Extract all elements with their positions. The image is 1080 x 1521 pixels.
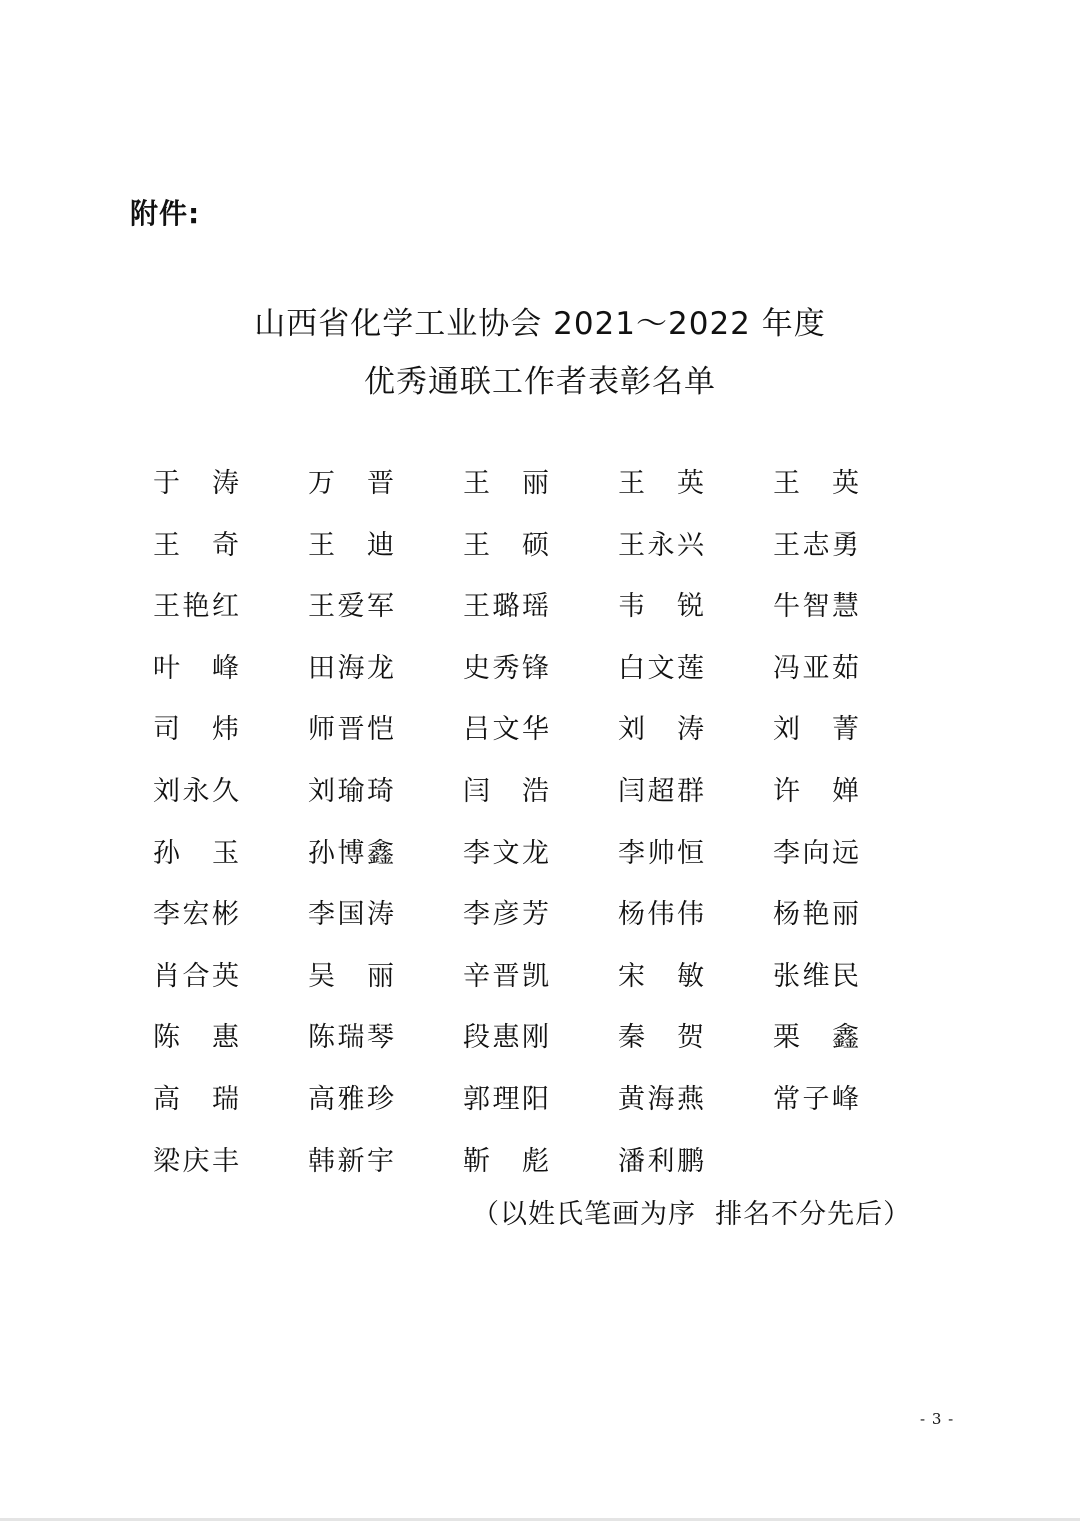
honoree-name: 李帅恒 [618, 837, 704, 869]
attachment-label: 附件: [130, 197, 201, 230]
honoree-name: 叶 峰 [153, 652, 239, 684]
honoree-name: 司 炜 [153, 714, 239, 746]
honoree-name: 黄海燕 [618, 1083, 704, 1115]
honoree-name: 闫超群 [618, 775, 704, 807]
name-row [153, 1078, 933, 1140]
honoree-name: 段惠刚 [463, 1022, 549, 1054]
honoree-name: 王 迪 [308, 529, 394, 561]
honoree-name: 王爱军 [308, 591, 394, 623]
honoree-name: 刘永久 [153, 775, 239, 807]
honoree-name: 韦 锐 [618, 591, 704, 623]
honoree-name: 潘利鹏 [618, 1145, 704, 1177]
honoree-name: 李彦芳 [463, 899, 549, 931]
ordering-note: （以姓氏笔画为序 排名不分先后） [472, 1199, 912, 1230]
honoree-name: 刘 涛 [618, 714, 704, 746]
honoree-name: 陈瑞琴 [308, 1022, 394, 1054]
honoree-name: 王艳红 [153, 591, 239, 623]
honoree-name: 于 涛 [153, 468, 239, 499]
name-row [153, 770, 933, 832]
honoree-name: 杨伟伟 [618, 899, 704, 931]
honoree-name: 牛智慧 [773, 591, 859, 623]
honoree-name: 梁庆丰 [153, 1145, 239, 1177]
honoree-name: 闫 浩 [463, 775, 549, 807]
honoree-name: 孙博鑫 [308, 837, 394, 869]
name-row [153, 462, 933, 524]
honoree-name: 王 丽 [463, 468, 549, 499]
document-title-line-1: 山西省化学工业协会 2021～2022 年度 [254, 306, 826, 342]
honoree-name: 栗 鑫 [773, 1022, 859, 1054]
honoree-name: 李向远 [773, 837, 859, 869]
honoree-name: 王璐瑶 [463, 591, 549, 623]
name-row [153, 647, 933, 709]
honoree-name: 常子峰 [773, 1083, 859, 1115]
name-row [153, 1016, 933, 1078]
name-row [153, 524, 933, 586]
page-number: - 3 - [920, 1410, 955, 1428]
honoree-name: 秦 贺 [618, 1022, 704, 1054]
honoree-name: 肖合英 [153, 960, 239, 992]
name-row [153, 708, 933, 770]
honoree-name: 郭理阳 [463, 1083, 549, 1115]
honoree-name: 韩新宇 [308, 1145, 394, 1177]
honoree-name: 王 英 [773, 468, 859, 499]
honoree-name: 李国涛 [308, 899, 394, 931]
honoree-name: 许 婵 [773, 775, 859, 807]
document-title-line-2: 优秀通联工作者表彰名单 [364, 364, 716, 400]
honoree-name: 张维民 [773, 960, 859, 992]
honoree-name: 高 瑞 [153, 1083, 239, 1115]
honoree-name: 王 英 [618, 468, 704, 499]
honoree-name: 宋 敏 [618, 960, 704, 992]
honoree-name: 李宏彬 [153, 899, 239, 931]
honoree-name-list [153, 462, 933, 1201]
honoree-name: 刘 菁 [773, 714, 859, 746]
honoree-name: 陈 惠 [153, 1022, 239, 1054]
honoree-name: 王 奇 [153, 529, 239, 561]
name-row [153, 955, 933, 1017]
honoree-name: 师晋恺 [308, 714, 394, 746]
honoree-name: 吕文华 [463, 714, 549, 746]
name-row [153, 585, 933, 647]
honoree-name: 辛晋凯 [463, 960, 549, 992]
honoree-name: 王 硕 [463, 529, 549, 561]
honoree-name: 杨艳丽 [773, 899, 859, 931]
honoree-name: 李文龙 [463, 837, 549, 869]
honoree-name: 万 晋 [308, 468, 394, 499]
name-row [153, 832, 933, 894]
honoree-name: 田海龙 [308, 652, 394, 684]
honoree-name: 高雅珍 [308, 1083, 394, 1115]
name-row [153, 893, 933, 955]
honoree-name: 史秀锋 [463, 652, 549, 684]
honoree-name: 王永兴 [618, 529, 704, 561]
honoree-name: 白文莲 [618, 652, 704, 684]
honoree-name: 王志勇 [773, 529, 859, 561]
honoree-name: 孙 玉 [153, 837, 239, 869]
honoree-name: 靳 彪 [463, 1145, 549, 1177]
honoree-name: 吴 丽 [308, 960, 394, 992]
honoree-name: 刘瑜琦 [308, 775, 394, 807]
honoree-name: 冯亚茹 [773, 652, 859, 684]
